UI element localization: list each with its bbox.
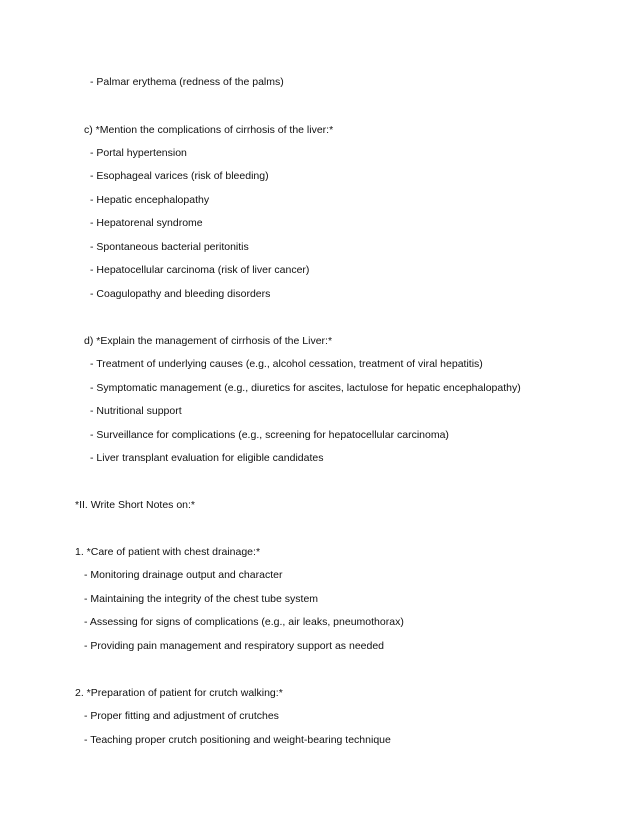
- bullet-symptomatic-management: - Symptomatic management (e.g., diuretics for ascites, lactulose for hepatic encephalopathy): [90, 382, 521, 394]
- bullet-crutch-technique: - Teaching proper crutch positioning and weight-bearing technique: [84, 734, 391, 746]
- heading-crutch-walking: 2. *Preparation of patient for crutch walking:*: [75, 687, 283, 699]
- bullet-coagulopathy: - Coagulopathy and bleeding disorders: [90, 288, 271, 300]
- bullet-monitoring-drainage: - Monitoring drainage output and character: [84, 569, 283, 581]
- bullet-hepatic-encephalopathy: - Hepatic encephalopathy: [90, 194, 210, 206]
- bullet-chest-tube-integrity: - Maintaining the integrity of the chest tube system: [84, 593, 319, 605]
- heading-chest-drainage: 1. *Care of patient with chest drainage:*: [75, 546, 261, 558]
- bullet-treatment-underlying-causes: - Treatment of underlying causes (e.g., alcohol cessation, treatment of viral hepatitis): [90, 358, 483, 370]
- bullet-esophageal-varices: - Esophageal varices (risk of bleeding): [90, 170, 269, 182]
- bullet-crutch-fitting: - Proper fitting and adjustment of crutches: [84, 710, 279, 722]
- bullet-pain-management: - Providing pain management and respiratory support as needed: [84, 640, 385, 652]
- heading-short-notes: *II. Write Short Notes on:*: [75, 499, 196, 511]
- heading-complications-cirrhosis: c) *Mention the complications of cirrhosis of the liver:*: [84, 124, 334, 136]
- bullet-liver-transplant: - Liver transplant evaluation for eligible candidates: [90, 452, 324, 464]
- bullet-spontaneous-bacterial-peritonitis: - Spontaneous bacterial peritonitis: [90, 241, 249, 253]
- bullet-assessing-complications: - Assessing for signs of complications (e.g., air leaks, pneumothorax): [84, 616, 404, 628]
- bullet-palmar-erythema: - Palmar erythema (redness of the palms): [90, 76, 284, 88]
- bullet-nutritional-support: - Nutritional support: [90, 405, 182, 417]
- bullet-hepatocellular-carcinoma: - Hepatocellular carcinoma (risk of liver cancer): [90, 264, 310, 276]
- heading-management-cirrhosis: d) *Explain the management of cirrhosis of the Liver:*: [84, 335, 333, 347]
- bullet-surveillance-complications: - Surveillance for complications (e.g., screening for hepatocellular carcinoma): [90, 429, 449, 441]
- bullet-portal-hypertension: - Portal hypertension: [90, 147, 187, 159]
- bullet-hepatorenal-syndrome: - Hepatorenal syndrome: [90, 217, 203, 229]
